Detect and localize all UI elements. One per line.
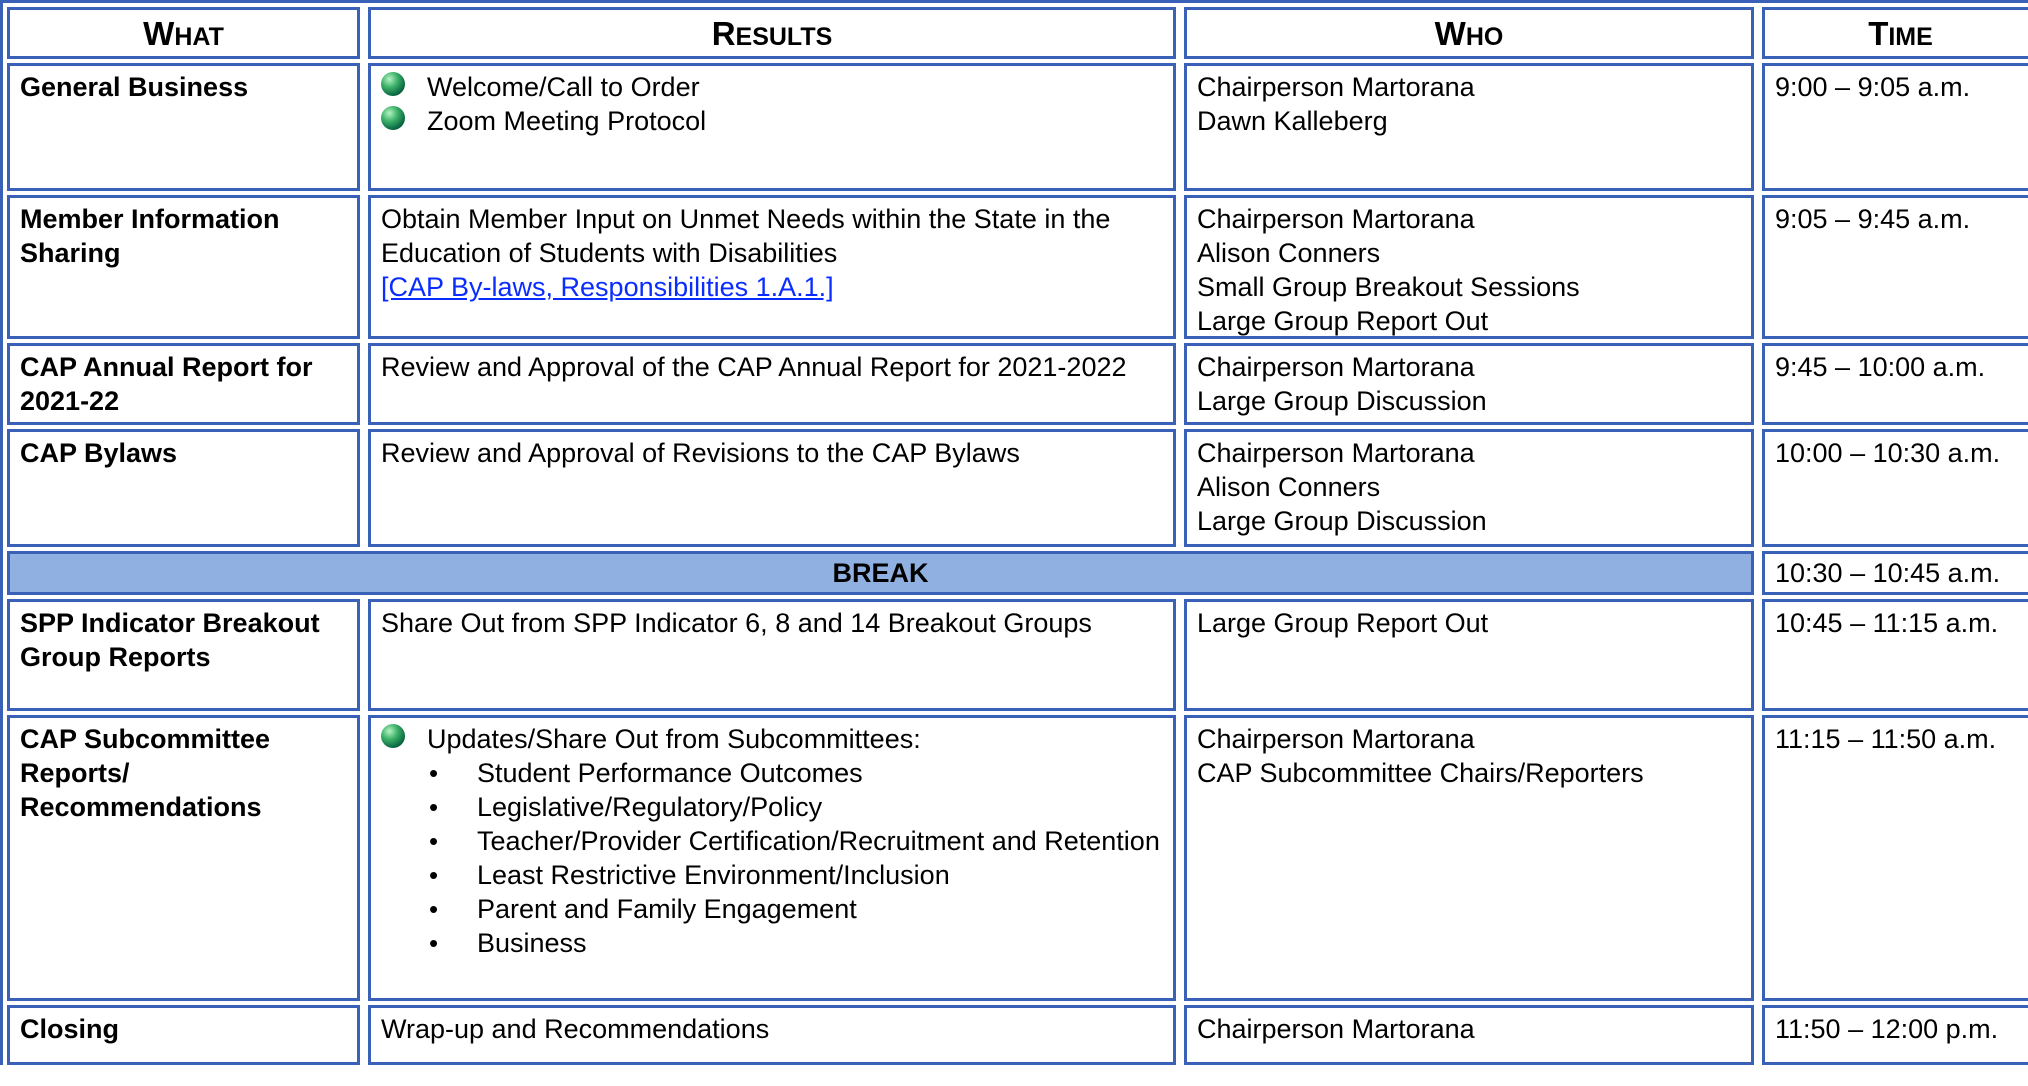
who-cell: Chairperson Martorana Dawn Kalleberg — [1184, 63, 1754, 191]
results-cell: Wrap-up and Recommendations — [368, 1005, 1176, 1065]
break-label: BREAK — [7, 551, 1754, 595]
who-cell: Chairperson Martorana Alison Conners Large Group Discussion — [1184, 429, 1754, 547]
results-cell — [368, 715, 1176, 1001]
time-cell: 10:00 – 10:30 a.m. — [1762, 429, 2028, 547]
list-item: • Legislative/Regulatory/Policy — [477, 790, 1163, 824]
what-cell: CAP Subcommittee Reports/ Recommendations — [7, 715, 360, 1001]
time-cell: 10:45 – 11:15 a.m. — [1762, 599, 2028, 711]
list-item: • Teacher/Provider Certification/Recruitment and Retention — [477, 824, 1163, 858]
list-item: • Parent and Family Engagement — [477, 892, 1163, 926]
break-row — [3, 547, 2028, 595]
time-cell: 11:50 – 12:00 p.m. — [1762, 1005, 2028, 1065]
header-results: RESULTS — [368, 7, 1176, 59]
header-what: WHAT — [7, 7, 360, 59]
list-item: Updates/Share Out from Subcommittees: — [381, 722, 1163, 756]
time-cell: 9:00 – 9:05 a.m. — [1762, 63, 2028, 191]
time-cell: 9:05 – 9:45 a.m. — [1762, 195, 2028, 339]
who-cell: Chairperson Martorana CAP Subcommittee Chairs/Reporters — [1184, 715, 1754, 1001]
subcommittee-list — [381, 756, 1163, 960]
bylaws-link[interactable]: [CAP By-laws, Responsibilities 1.A.1.] — [381, 272, 834, 302]
list-item: • Least Restrictive Environment/Inclusion — [477, 858, 1163, 892]
what-cell: SPP Indicator Breakout Group Reports — [7, 599, 360, 711]
list-item: Welcome/Call to Order — [381, 70, 1163, 104]
list-item: Zoom Meeting Protocol — [381, 104, 1163, 138]
who-cell: Chairperson Martorana — [1184, 1005, 1754, 1065]
list-item: • Business — [477, 926, 1163, 960]
time-cell: 11:15 – 11:50 a.m. — [1762, 715, 2028, 1001]
table-row — [3, 595, 2028, 711]
what-cell: CAP Bylaws — [7, 429, 360, 547]
time-cell: 9:45 – 10:00 a.m. — [1762, 343, 2028, 425]
table-row — [3, 191, 2028, 339]
what-cell: Member Information Sharing — [7, 195, 360, 339]
results-cell: Review and Approval of the CAP Annual Report for 2021-2022 — [368, 343, 1176, 425]
table-row — [3, 1001, 2028, 1065]
what-cell: General Business — [7, 63, 360, 191]
header-who: WHO — [1184, 7, 1754, 59]
globe-bullet-icon — [381, 724, 405, 748]
what-cell: CAP Annual Report for 2021-22 — [7, 343, 360, 425]
results-cell: Share Out from SPP Indicator 6, 8 and 14 Breakout Groups — [368, 599, 1176, 711]
globe-bullet-icon — [381, 106, 405, 130]
who-cell: Chairperson Martorana Large Group Discussion — [1184, 343, 1754, 425]
globe-bullet-icon — [381, 72, 405, 96]
table-row — [3, 59, 2028, 191]
table-row — [3, 425, 2028, 547]
results-cell — [368, 63, 1176, 191]
table-row — [3, 711, 2028, 1001]
time-cell: 10:30 – 10:45 a.m. — [1762, 551, 2028, 595]
list-item: • Student Performance Outcomes — [477, 756, 1163, 790]
who-cell: Large Group Report Out — [1184, 599, 1754, 711]
results-cell: Review and Approval of Revisions to the CAP Bylaws — [368, 429, 1176, 547]
header-time: TIME — [1762, 7, 2028, 59]
what-cell: Closing — [7, 1005, 360, 1065]
results-cell: Obtain Member Input on Unmet Needs within the State in the Education of Students with Disabilities [CAP By-laws, Responsibilities 1.A.1.] — [368, 195, 1176, 339]
header-row — [3, 3, 2028, 59]
who-cell: Chairperson Martorana Alison Conners Small Group Breakout Sessions Large Group Report Out — [1184, 195, 1754, 339]
table-row — [3, 339, 2028, 425]
